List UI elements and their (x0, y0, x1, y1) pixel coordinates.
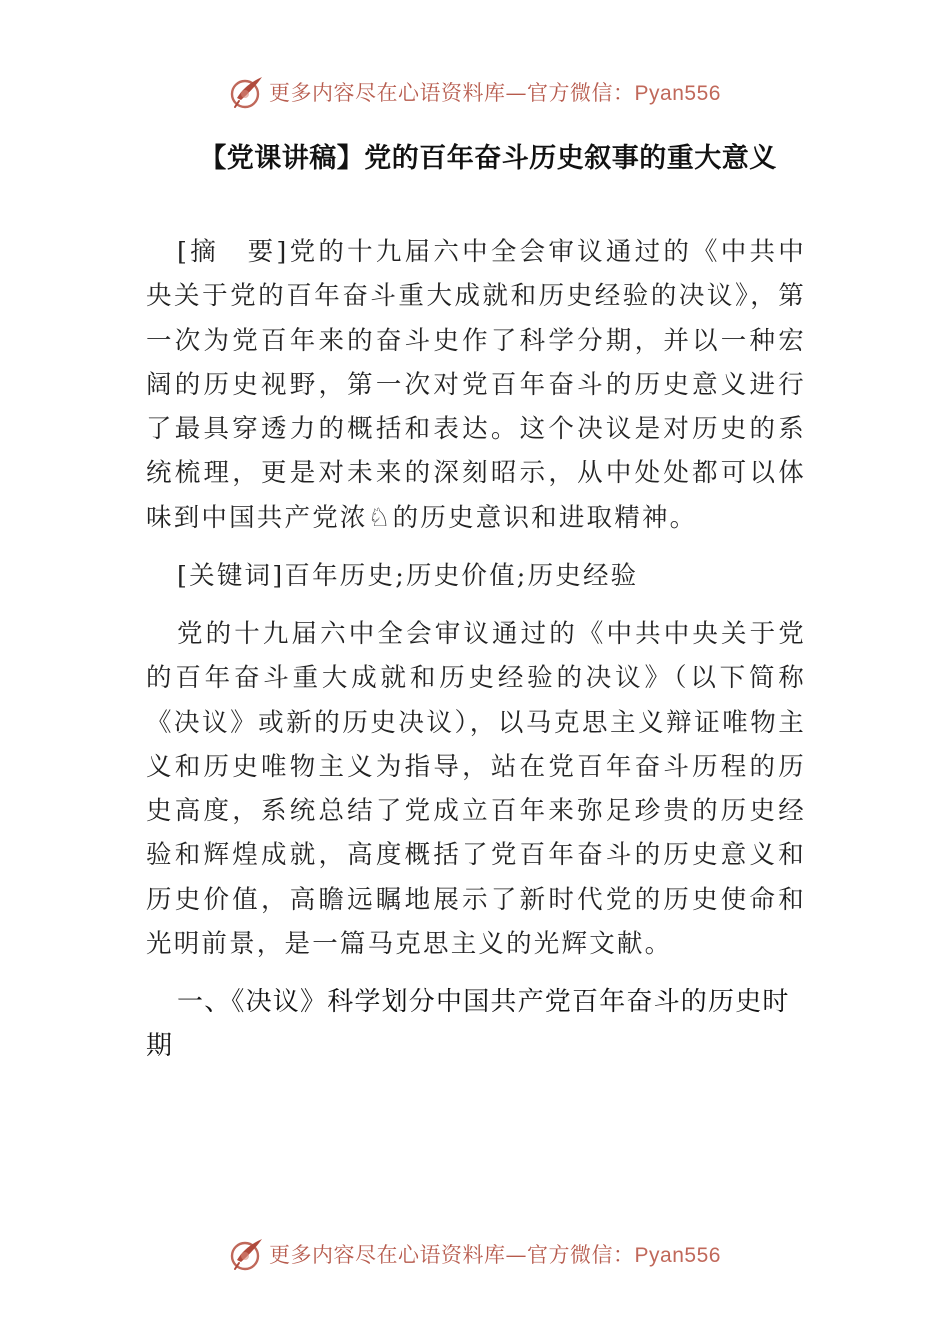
body-paragraph-1: 党的十九届六中全会审议通过的《中共中央关于党的百年奋斗重大成就和历史经验的决议》（以下简称《决议》或新的历史决议），以马克思主义辩证唯物主义和历史唯物主义为指导，站在党百年奋斗历程的历史高度，系统总结了党成立百年来弥足珍贵的历史经验和辉煌成就，高度概括了党百年奋斗的历史意义和历史价值，高瞻远瞩地展示了新时代党的历史使命和光明前景，是一篇马克思主义的光辉文献。 (146, 619, 806, 960)
watermark-text (269, 77, 721, 107)
section-heading: 一、《决议》科学划分中国共产党百年奋斗的历史时期 (146, 987, 790, 1061)
document-title: 【党课讲稿】党的百年奋斗历史叙事的重大意义 (199, 143, 777, 174)
abstract-paragraph: [摘 要]党的十九届六中全会审议通过的《中共中央关于党的百年奋斗重大成就和历史经验的决议》，第一次为党百年来的奋斗史作了科学分期，并以一种宏阔的历史视野，第一次对党百年奋斗的历史意义进行了最具穿透力的概括和表达。这个决议是对历史的系统梳理，更是对未来的深刻昭示，从中处处都可以体味到中国共产党浓♘的历史意识和进取精神。 (146, 237, 806, 533)
keywords-paragraph: [关键词]百年历史;历史价值;历史经验 (177, 561, 639, 591)
header-watermark (0, 70, 950, 114)
watermark-wechat-id: Pyan556 (634, 1244, 721, 1267)
watermark-wechat-id: Pyan556 (634, 82, 721, 105)
watermark-label: 更多内容尽在心语资料库—官方微信： (269, 1243, 635, 1267)
quill-pen-logo-icon (229, 74, 265, 110)
footer-watermark (0, 1232, 950, 1276)
watermark-label: 更多内容尽在心语资料库—官方微信： (269, 81, 635, 105)
quill-pen-logo-icon (229, 1236, 265, 1272)
watermark-text (269, 1239, 721, 1269)
